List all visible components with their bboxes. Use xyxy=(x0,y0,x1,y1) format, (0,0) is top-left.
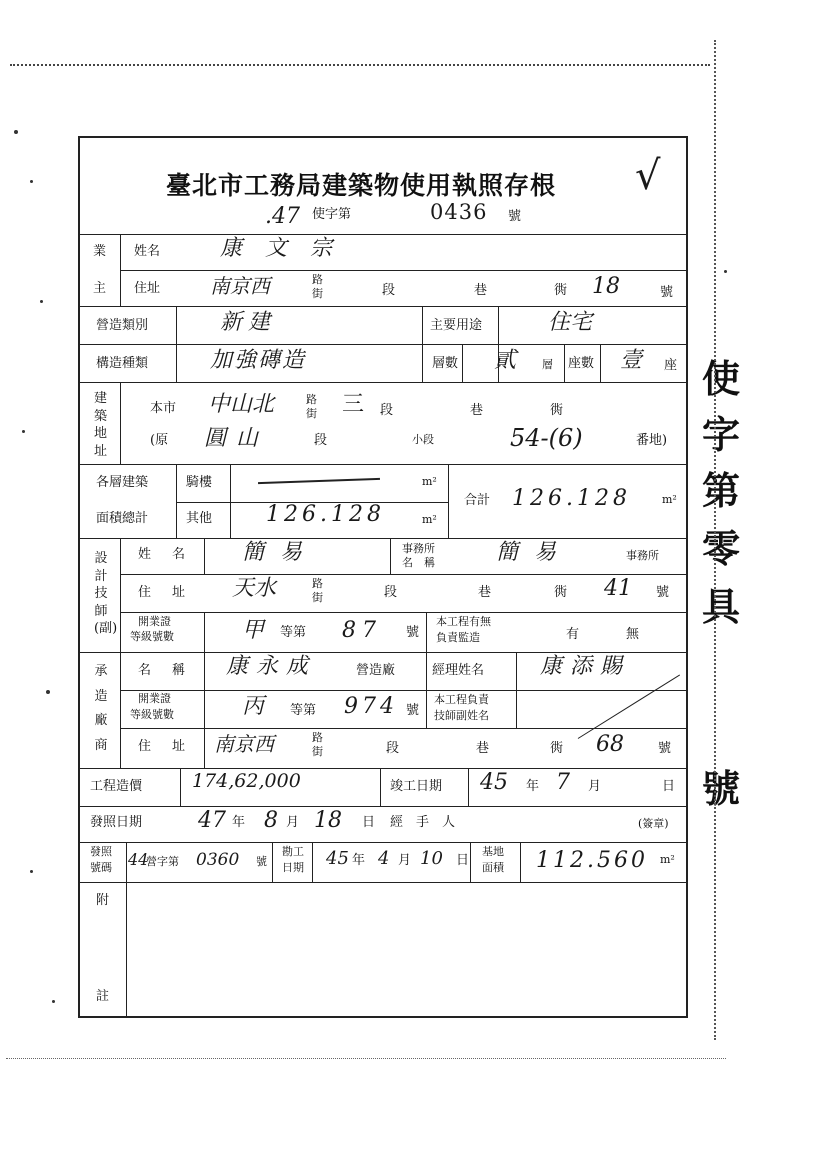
site-alley-label: 衖 xyxy=(550,403,564,418)
manager-label: 經理姓名 xyxy=(432,663,485,678)
site-original-section: 圓山 xyxy=(204,426,269,451)
floors-unit: 層 xyxy=(542,358,553,371)
owner-address-label: 住址 xyxy=(134,281,161,296)
contractor-tech-label-2: 技師副姓名 xyxy=(434,709,489,722)
owner-hao-label: 號 xyxy=(660,285,674,300)
license-number: 0436 xyxy=(430,200,488,224)
completion-month-label: 月 xyxy=(588,779,602,794)
contractor-duan-label: 段 xyxy=(386,741,400,756)
site-lot: 54-(6) xyxy=(510,424,583,452)
contractor-license-label-1: 開業證 xyxy=(138,692,171,705)
completion-label: 竣工日期 xyxy=(390,779,443,794)
pen-scratch xyxy=(578,674,680,738)
completion-year-label: 年 xyxy=(526,779,540,794)
base-area: 112.560 xyxy=(536,848,648,873)
check-year: 45 xyxy=(326,848,349,869)
designer-office-label-2: 名 稱 xyxy=(402,556,435,569)
designer-resp-yes: 有 xyxy=(566,627,580,642)
category-label: 營造類別 xyxy=(96,318,149,333)
other-area-label: 其他 xyxy=(186,511,213,526)
owner-name-label: 姓名 xyxy=(134,244,161,259)
buildings-value: 壹 xyxy=(620,348,643,373)
license-year: .47 xyxy=(265,204,300,229)
buildings-unit: 座 xyxy=(664,358,678,373)
contractor-label: 承造廠商 xyxy=(94,664,108,754)
issue-year: 47 xyxy=(198,808,226,833)
form-title: 臺北市工務局建築物使用執照存根 xyxy=(166,171,557,200)
category-value: 新建 xyxy=(220,310,277,335)
total-area-value: 126.128 xyxy=(512,486,631,511)
site-lot-label: 番地) xyxy=(636,433,668,448)
area-label-1: 各層建築 xyxy=(96,475,149,490)
check-month-label: 月 xyxy=(398,853,412,868)
arcade-unit: m² xyxy=(422,475,437,488)
contractor-license-label-2: 等級號數 xyxy=(130,708,174,721)
cost-value: 174,62,000 xyxy=(192,770,301,792)
other-area-unit: m² xyxy=(422,513,437,526)
designer-resp-no: 無 xyxy=(626,627,640,642)
contractor-license-suffix: 號 xyxy=(406,703,420,718)
permit-no: 0360 xyxy=(196,850,240,870)
designer-license-suffix: 號 xyxy=(406,625,420,640)
other-area-value: 126.128 xyxy=(266,502,385,527)
site-duan-label: 段 xyxy=(380,403,394,418)
check-label-2: 日期 xyxy=(282,861,304,874)
designer-license-mid: 等第 xyxy=(280,625,307,640)
contractor-address-label: 住 址 xyxy=(138,739,190,754)
issue-label: 發照日期 xyxy=(90,815,143,830)
base-label-1: 基地 xyxy=(482,845,504,858)
check-day-label: 日 xyxy=(456,853,470,868)
issue-day: 18 xyxy=(314,808,342,833)
site-duan2-label: 段 xyxy=(314,433,328,448)
designer-license-label-2: 等級號數 xyxy=(130,630,174,643)
check-year-label: 年 xyxy=(352,853,366,868)
designer-number: 41 xyxy=(604,576,632,601)
permit-label-1: 發照 xyxy=(90,845,112,858)
site-section: 三 xyxy=(342,392,365,417)
site-road-label: 路 xyxy=(306,393,317,406)
site-road: 中山北 xyxy=(208,392,275,417)
handler-label: 經 手 人 xyxy=(390,815,456,830)
cost-label: 工程造價 xyxy=(90,779,143,794)
site-label: 建築地址 xyxy=(94,391,108,459)
page-right-edge xyxy=(714,40,716,1040)
designer-license-grade: 甲 xyxy=(242,618,265,643)
owner-address: 南京西 xyxy=(210,274,270,298)
owner-road-label: 路 xyxy=(312,273,323,286)
designer-resp-label-2: 負責監造 xyxy=(436,631,480,644)
designer-duan-label: 段 xyxy=(384,585,398,600)
completion-day-label: 日 xyxy=(662,779,676,794)
permit-year: 44 xyxy=(128,850,149,869)
owner-alley-label: 衖 xyxy=(554,283,568,298)
designer-resp-label-1: 本工程有無 xyxy=(436,615,491,628)
page-bottom-edge xyxy=(6,1058,726,1059)
contractor-hao-label: 號 xyxy=(658,741,672,756)
floors-value: 貳 xyxy=(494,348,517,373)
site-street-label: 街 xyxy=(306,407,317,420)
designer-address-label: 住 址 xyxy=(138,585,190,600)
check-label-1: 勘工 xyxy=(282,845,304,858)
license-suffix: 號 xyxy=(508,209,522,224)
use-label: 主要用途 xyxy=(430,318,483,333)
contractor-license-mid: 等第 xyxy=(290,703,317,718)
site-subsection-label: 小段 xyxy=(412,433,434,446)
designer-license-no: 87 xyxy=(342,618,382,643)
designer-alley-label: 衖 xyxy=(554,585,568,600)
structure-label: 構造種類 xyxy=(96,356,149,371)
designer-address: 天水 xyxy=(232,576,277,601)
contractor-street-label: 街 xyxy=(312,745,323,758)
designer-street-label: 街 xyxy=(312,591,323,604)
license-type-label: 使字第 xyxy=(312,207,352,222)
seal-label: (簽章) xyxy=(638,817,669,830)
remarks-label-2: 註 xyxy=(96,989,110,1004)
arcade-dash xyxy=(258,478,380,484)
designer-road-label: 路 xyxy=(312,577,323,590)
contractor-lane-label: 巷 xyxy=(476,741,490,756)
total-area-unit: m² xyxy=(662,493,677,506)
designer-name: 簡易 xyxy=(242,540,319,565)
issue-year-label: 年 xyxy=(232,815,246,830)
owner-street-label: 街 xyxy=(312,287,323,300)
check-mark: √ xyxy=(635,153,661,199)
site-city-label: 本市 xyxy=(150,401,177,416)
check-day: 10 xyxy=(420,848,443,869)
contractor-name: 康永成 xyxy=(226,654,317,679)
permit-label-2: 號碼 xyxy=(90,861,112,874)
check-month: 4 xyxy=(378,848,390,869)
contractor-address: 南京西 xyxy=(214,732,274,756)
designer-office-label-1: 事務所 xyxy=(402,542,435,555)
contractor-road-label: 路 xyxy=(312,731,323,744)
arcade-label: 騎樓 xyxy=(186,475,213,490)
issue-month: 8 xyxy=(264,808,278,833)
issue-month-label: 月 xyxy=(286,815,300,830)
base-label-2: 面積 xyxy=(482,861,504,874)
total-area-label: 合計 xyxy=(464,493,491,508)
designer-label: 設計技師(副) xyxy=(94,551,118,637)
owner-lane-label: 巷 xyxy=(474,283,488,298)
contractor-name-suffix: 營造廠 xyxy=(356,663,396,678)
designer-office-suffix: 事務所 xyxy=(626,549,659,562)
area-label-2: 面積總計 xyxy=(96,511,149,526)
contractor-tech-label-1: 本工程負責 xyxy=(434,693,489,706)
owner-duan-label: 段 xyxy=(382,283,396,298)
owner-name: 康 文 宗 xyxy=(220,236,340,261)
owner-number: 18 xyxy=(592,274,620,299)
floors-label: 層數 xyxy=(432,356,459,371)
permit-prefix: 營字第 xyxy=(146,855,179,868)
issue-day-label: 日 xyxy=(362,815,376,830)
buildings-label: 座數 xyxy=(568,356,595,371)
owner-section-label-2: 主 xyxy=(93,281,107,296)
completion-year: 45 xyxy=(480,770,508,795)
page-top-edge xyxy=(10,64,710,66)
owner-section-label: 業 xyxy=(93,244,107,259)
remarks-label-1: 附 xyxy=(96,893,110,908)
manager-name: 康添賜 xyxy=(540,654,631,679)
site-original-label: (原 xyxy=(150,433,169,448)
site-lane-label: 巷 xyxy=(470,403,484,418)
contractor-license-grade: 丙 xyxy=(242,694,265,719)
contractor-number: 68 xyxy=(596,732,624,757)
designer-hao-label: 號 xyxy=(656,585,670,600)
contractor-alley-label: 衖 xyxy=(550,741,564,756)
designer-license-label-1: 開業證 xyxy=(138,615,171,628)
license-stub-form xyxy=(78,136,688,1018)
completion-month: 7 xyxy=(556,770,570,795)
structure-value: 加強磚造 xyxy=(210,348,307,373)
permit-suffix: 號 xyxy=(256,855,267,868)
contractor-name-label: 名 稱 xyxy=(138,663,190,678)
use-value: 住宅 xyxy=(548,310,593,335)
contractor-license-no: 974 xyxy=(344,694,398,719)
base-unit: m² xyxy=(660,853,675,866)
designer-lane-label: 巷 xyxy=(478,585,492,600)
designer-name-label: 姓 名 xyxy=(138,547,190,562)
designer-office: 簡易 xyxy=(496,540,573,565)
